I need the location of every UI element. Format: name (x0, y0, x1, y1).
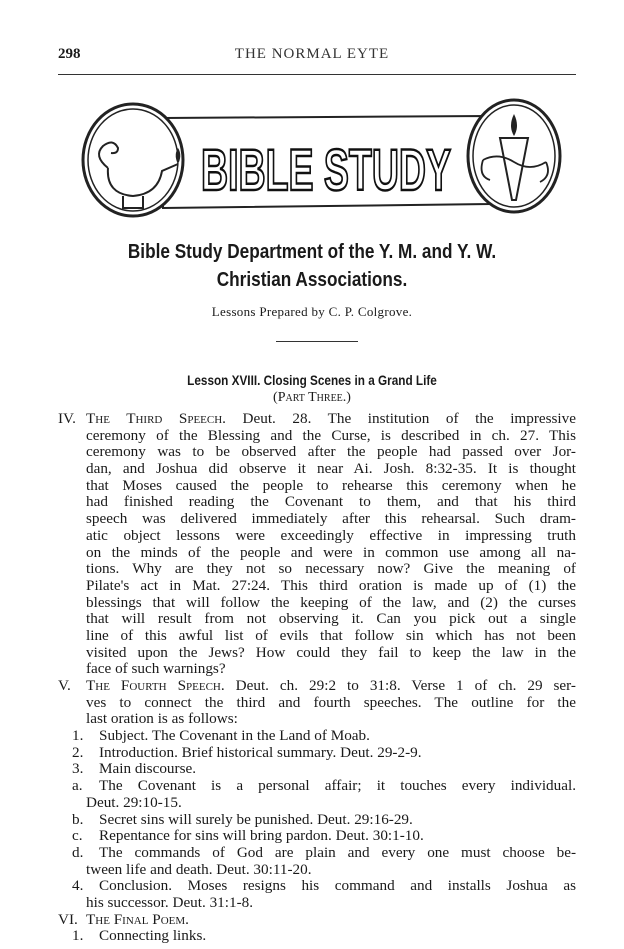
text-line (58, 845, 576, 862)
line-content: his successor. Deut. 31:1-8. (86, 894, 254, 911)
line-text (86, 661, 576, 678)
list-marker: V. (58, 677, 71, 694)
text-line (58, 645, 576, 662)
bible-study-banner (78, 96, 564, 218)
line-content: tions. Why are they not so necessary now? Give the meaning of (86, 561, 576, 578)
line-content: line of this awful list of evils that follow sin which has not been (86, 627, 576, 644)
line-content: speech was delivered immediately after this rehearsal. Such dram- (86, 511, 576, 528)
department-title-line-1: Bible Study Department of the Y. M. and Y. W. (127, 241, 497, 263)
line-content: Conclusion. Moses resigns his command and installs Joshua as (99, 878, 576, 895)
line-content: atic object lessons were exceedingly effective in impressing truth (86, 527, 576, 544)
text-line (58, 528, 576, 545)
line-content: Deut. 29:10-15. (86, 794, 182, 811)
line-text (99, 845, 576, 862)
list-marker: c. (72, 827, 83, 845)
text-line (58, 862, 576, 879)
line-content: Secret sins will surely be punished. Deut. 29:16-29. (99, 811, 413, 828)
header-rule (58, 74, 576, 75)
text-line (58, 561, 576, 578)
text-line (58, 428, 576, 445)
text-line (58, 928, 576, 945)
line-content: Connecting links. (99, 928, 207, 945)
line-content: Subject. The Covenant in the Land of Moab. (99, 728, 370, 745)
line-text (86, 528, 576, 545)
section-heading: The Third Speech. (86, 411, 226, 427)
line-text (86, 912, 576, 929)
line-text (86, 795, 576, 812)
line-text (86, 561, 576, 578)
text-line (58, 778, 576, 795)
line-text (86, 411, 576, 428)
line-text (99, 828, 576, 845)
line-text (99, 812, 576, 829)
line-content: Deut. ch. 29:2 to 31:8. Verse 1 of ch. 29 ser- (224, 678, 576, 694)
line-text (86, 461, 576, 478)
list-marker: 2. (72, 743, 84, 761)
line-text (99, 778, 576, 795)
line-content: The commands of God are plain and every one must choose be- (99, 844, 576, 861)
line-content: face of such warnings? (86, 661, 226, 678)
text-line (58, 511, 576, 528)
line-content: on the minds of the people and were in common use among all na- (86, 544, 576, 561)
line-text (86, 578, 576, 595)
list-marker: 1. (72, 927, 84, 945)
line-text (86, 611, 576, 628)
line-text (86, 478, 576, 495)
section-divider (276, 341, 358, 342)
line-text (99, 878, 576, 895)
text-line (58, 545, 576, 562)
department-title-line-2: Christian Associations. (216, 269, 408, 291)
text-line (58, 578, 576, 595)
part-label: (Part Three.) (273, 390, 351, 405)
text-line (58, 678, 576, 695)
line-content: ceremony of the Blessing and the Curse, is described in ch. 27. This (86, 427, 576, 444)
line-content: Main discourse. (99, 761, 197, 778)
line-text (86, 628, 576, 645)
line-text (86, 678, 576, 695)
lesson-body (58, 411, 576, 945)
running-head: THE NORMAL EYTE (234, 46, 390, 62)
text-line (58, 444, 576, 461)
text-line (58, 611, 576, 628)
lesson-title: Lesson XVIII. Closing Scenes in a Grand Life (187, 372, 437, 388)
text-line (58, 912, 576, 929)
line-text (86, 895, 576, 912)
list-marker: a. (72, 777, 83, 795)
text-line (58, 478, 576, 495)
line-text (86, 711, 576, 728)
line-text (86, 862, 576, 879)
line-text (86, 645, 576, 662)
line-content: ceremony was to be observed after the people had passed over Jor- (86, 444, 576, 461)
line-text (99, 728, 576, 745)
line-content: had finished reading the Covenant to them, and that his third (86, 494, 576, 511)
text-line (58, 795, 576, 812)
line-content: Introduction. Brief historical summary. Deut. 29-2-9. (99, 744, 422, 761)
line-content: Repentance for sins will bring pardon. Deut. 30:1-10. (99, 828, 424, 845)
text-line (58, 628, 576, 645)
line-content: Deut. 28. The institution of the impressive (225, 411, 576, 427)
torch-emblem-icon (468, 100, 560, 212)
line-content: that Moses caused the people to rehearse this ceremony when he (86, 477, 576, 494)
prepared-by: Lessons Prepared by C. P. Colgrove. (211, 304, 413, 319)
text-line (58, 812, 576, 829)
line-text (99, 761, 576, 778)
line-content: tween life and death. Deut. 30:11-20. (86, 861, 312, 878)
text-line (58, 711, 576, 728)
line-text (86, 494, 576, 511)
line-content: blessings that will follow the keeping of the law, and (2) the curses (86, 594, 576, 611)
list-marker: b. (72, 810, 84, 828)
line-content: The Covenant is a personal affair; it touches every individual. (99, 778, 576, 795)
text-line (58, 494, 576, 511)
list-marker: IV. (58, 410, 76, 427)
list-marker: 1. (72, 727, 84, 745)
section-heading: The Final Poem. (86, 911, 189, 928)
section-heading: The Fourth Speech. (86, 678, 225, 694)
line-text (99, 928, 576, 945)
banner-title: BIBLE STUDY (201, 138, 451, 203)
text-line (58, 661, 576, 678)
line-content: that will result from not observing it. Can you pick out a single (86, 611, 576, 628)
oil-lamp-emblem-icon (83, 104, 183, 216)
text-line (58, 878, 576, 895)
text-line (58, 461, 576, 478)
line-text (86, 595, 576, 612)
list-marker: 3. (72, 760, 84, 778)
line-text (86, 545, 576, 562)
list-marker: VI. (58, 910, 78, 928)
page-number: 298 (58, 46, 81, 62)
text-line (58, 728, 576, 745)
text-line (58, 595, 576, 612)
line-text (86, 428, 576, 445)
line-text (86, 695, 576, 712)
line-content: visited upon the Jews? How could they fail to keep the law in the (86, 644, 576, 661)
line-content: Pilate's act in Mat. 27:24. This third oration is made up of (1) the (86, 577, 576, 594)
text-line (58, 895, 576, 912)
text-line (58, 695, 576, 712)
line-text (99, 745, 576, 762)
text-line (58, 745, 576, 762)
text-line (58, 761, 576, 778)
list-marker: 4. (72, 877, 84, 895)
list-marker: d. (72, 843, 84, 861)
line-content: ves to connect the third and fourth speeches. The outline for the (86, 694, 576, 711)
line-text (86, 511, 576, 528)
line-text (86, 444, 576, 461)
text-line (58, 828, 576, 845)
line-content: dan, and Joshua did observe it near Ai. Josh. 8:32-35. It is thought (86, 461, 576, 478)
line-content: last oration is as follows: (86, 711, 238, 728)
text-line (58, 411, 576, 428)
